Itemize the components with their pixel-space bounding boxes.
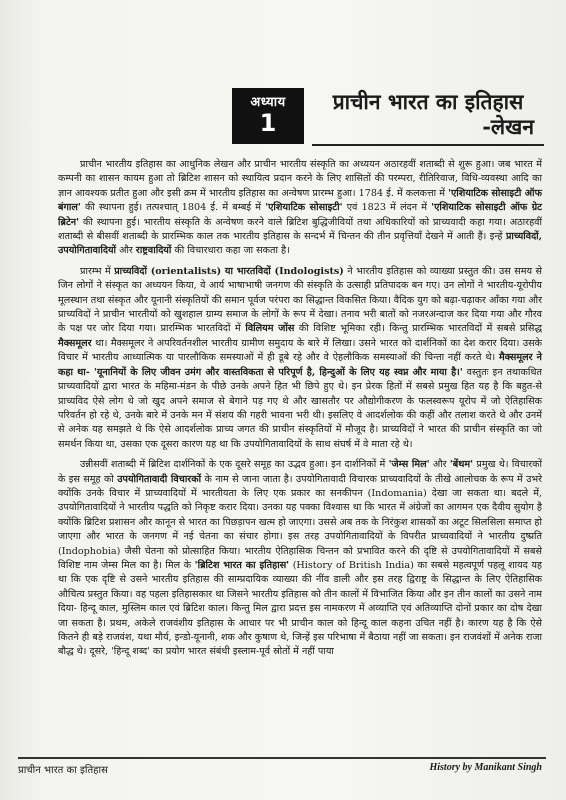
bold-text: मैक्समूलर <box>58 337 92 349</box>
title-line-2: -लेखन <box>482 114 534 139</box>
text-segment: था। मैक्समूलर ने अपरिवर्तनशील भारतीय ग्रामीण समुदाय के बारे में लिखा। उसने भारत को दार्शनिकों का देश करार दिया। उसके विचार में भारतीय आध्यात्मिक या पारलौकिक समस्याओं में ही डूबे रहे और वे ऐहलौकिक समस्याओं की चिन्ता नहीं करते थे। <box>58 337 542 364</box>
bold-text: 'जेम्स मिल' <box>388 459 430 471</box>
chapter-number: 1 <box>259 109 277 137</box>
text-segment: की स्थापना हुई। तत्पश्चात् 1804 ई. में बम्बई में <box>80 202 266 214</box>
text-segment: ने भारतीय इतिहास को व्याख्या प्रस्तुत की। उस समय से जिन लोगों ने संस्कृत का अध्ययन किया, वे आर्य भाषाभाषी जनगण की संस्कृति के उत्साही प्रतिपादक बन गए। उन लोगों ने भारतीय-यूरोपीय मूलस्थान तथा संस्कृत और यूनानी संस्कृतियों की समान पूर्वज परंपरा का सिद्धान्त विकसित किया। वैदिक युग को बढ़ा-चढ़ाकर आँका गया और प्राच्यविदों ने प्राचीन भारतीयों को खुशहाल ग्राम्य समाज के लोगों के रूप में देखा। तनाव भरी बातों को नजरअन्दाज कर दिया गया और गौरव के पक्ष पर जोर दिया गया। प्रारम्भिक भारतविदों में <box>58 265 542 335</box>
bold-text: 'ब्रिटिश भारत का इतिहास' <box>194 559 290 571</box>
bold-text: 'एशियाटिक सोसाइटी ऑफ बंगाल' <box>58 187 542 214</box>
footer-author: History by Manikant Singh <box>429 762 542 773</box>
text-segment: प्रमुख थे। विचारकों के इस समूह को <box>58 459 543 485</box>
bold-text: 'बेंथम' <box>449 459 474 471</box>
text-segment: की विशिष्ट भूमिका रही। किन्तु प्रारम्भिक भारतविदों में सबसे प्रसिद्ध <box>294 323 542 335</box>
bold-text: प्राच्यविदों (orientalists) या भारतविदों (Indologists) <box>114 265 344 277</box>
chapter-header <box>232 88 544 144</box>
text-segment: वस्तुतः इन तथाकथित प्राच्यवादियों द्वारा भारत के महिमा-मंडन के पीछे उनके अपने हित भी छिपे हुए थे। इन प्रेरक हितों में सबसे प्रमुख हित यह है कि बहुत-से प्राच्यविद ऐसे लोग थे जो खुद अपने समाज से बेगाने पड़ गए थे और खासतौर पर औद्योगीकरण के फलस्वरूप यूरोप में जो ऐतिहासिक परिवर्तन हो रहे थे, उनके बारे में उनके मन में संशय की गहरी भावना भरी थी। इसलिए वे आदर्शलोक की कहीं और तलाश करते थे और उनमें से अनेक यह समझते थे कि ऐसे आदर्शलोक प्राच्य जगत की प्राचीन संस्कृतियों में मौजूद है। प्राच्यविदों ने भारत की प्राचीन संस्कृति का जो समर्थन किया था, उसका एक दूसरा कारण यह था कि उपयोगितावादियों के साथ संघर्ष में वे माता रहे थे। <box>58 366 542 450</box>
page-title <box>312 90 544 146</box>
text-segment: एवं 1823 में लंदन में <box>342 202 432 214</box>
text-segment: की स्थापना हुई। भारतीय संस्कृति के अन्वेषण करने वाले ब्रिटिश बुद्धिजीवियों तथा अधिकारियों को प्राच्यवादी कहा गया। अठारहवीं शताब्दी से बीसवीं शताब्दी के प्रारम्भिक काल तक भारतीय इतिहास के सन्दर्भ में चिन्तन की तीन प्रवृत्तियाँ देखने में आती हैं। इन्हें <box>58 216 542 243</box>
bold-text: 'एशियाटिक सोसाइटी' <box>265 202 343 214</box>
text-segment: उन्नीसवीं शताब्दी में ब्रिटिश दार्शनिकों के एक दूसरे समूह का उद्भव हुआ। इन दार्शनिकों में <box>80 459 389 471</box>
bold-text: मैक्समूलर ने कहा था- 'यूनानियों के लिए जीवन उमंग और वास्तविकता से परिपूर्ण है, हिन्दुओं के लिए यह स्वप्न और माया है।' <box>58 352 542 378</box>
chapter-badge <box>232 88 304 144</box>
body-text <box>58 158 542 666</box>
text-segment: प्रारम्भ में <box>80 265 115 277</box>
text-segment: के नाम से जाना जाता है। उपयोगितावादी विचारक प्राच्यवादियों के तीखे आलोचक के रूप में उभरे क्योंकि उनके विचार में प्राच्यवादियों में भारतीयता के लिए एक प्रकार का सनकीपन (Indomania) देखा जा सकता था। बदले में, उपयोगितावादियों ने भारतीय पद्धति को निकृष्ट करार दिया। उनका यह पक्का विश्वास था कि भारत में अंग्रेजों का आगमन एक दैवीय सुयोग है क्योंकि ब्रिटिश प्रशासन और कानून से भारत का पिछड़ापन खत्म हो जाएगा। उससे अब तक के निरंकुश शासकों का अटूट सिलसिला समाप्त हो जाएगा और भारत के जनगण में नई चेतना का संचार होगा। इस तरह उपयोगितावादियों के विपरीत प्राच्यवादियों ने भारतीय दुष्प्रति (Indophobia) जैसी चेतना को प्रोत्साहित किया। भारतीय ऐतिहासिक चिन्तन को प्रभावित करने की दृष्टि से उपयोगितावादियों में सबसे विशिष्ट नाम जेम्स मिल का है। मिल के <box>58 473 543 571</box>
bold-text: विलियम जोंस <box>245 323 295 335</box>
bold-text: प्राच्यविदों, उपयोगितावादियों <box>58 231 542 257</box>
paragraph <box>58 458 542 660</box>
text-segment: और <box>429 459 450 471</box>
text-segment: (History of British India) का सबसे महत्वपूर्ण पहलू शायद यह था कि एक दृष्टि से उसने भारतीय इतिहास की साम्प्रदायिक व्याख्या की नींव डाली और इस तरह द्विराष्ट्र के सिद्धान्त के लिए ऐतिहासिक औचित्य प्रस्तुत किया। वह पहला इतिहासकार था जिसने भारतीय इतिहास को तीन कालों में विभाजित किया और इन तीन कालों का उसने नाम दिया- हिन्दू काल, मुस्लिम काल एवं ब्रिटिश काल। किन्तु मिल द्वारा प्रदत्त इस नामकरण में अव्याप्ति एवं अतिव्याप्ति दोनों प्रकार का दोष देखा जा सकता है। प्रथम, अकेले राजवंशीय इतिहास के आधार पर भी प्राचीन काल को हिन्दू काल कहना उचित नहीं है। कारण यह है कि ऐसे कितने ही बड़े राजवंश, यथा मौर्य, इन्डो-यूनानी, शक और कुषाण थे, जिन्हें इस परिभाषा में बैठाया नहीं जा सकता। इन राजवंशों में अनेक राजा बौद्ध थे। दूसरे, 'हिन्दू शब्द' का प्रयोग भारत संबंधी इस्लाम-पूर्व स्रोतों में नहीं पाया <box>58 559 543 658</box>
paragraph <box>58 158 542 259</box>
bold-text: 'एशियाटिक सोसाइटी ऑफ ग्रेट ब्रिटेन' <box>58 202 543 228</box>
bold-text: राष्ट्रवादियों <box>135 245 172 257</box>
bold-text: उपयोगितावादी विचारकों <box>117 473 202 485</box>
text-segment: प्राचीन भारतीय इतिहास का आधुनिक लेखन और प्राचीन भारतीय संस्कृति का अध्ययन अठारहवीं शताब्दी से शुरू हुआ। जब भारत में कम्पनी का शासन कायम हुआ तो ब्रिटिश शासन को स्थायित्व प्रदान करने के लिए शासितों की परम्परा, रीतिरिवाज, विधि-व्यवस्था आदि का ज्ञान आवश्यक प्रतीत हुआ और इसी क्रम में भारतीय इतिहास का अन्वेषण प्रारम्भ हुआ। 1784 ई. में कलकत्ता में <box>58 159 542 199</box>
footer-book-title: प्राचीन भारत का इतिहास <box>18 765 108 776</box>
text-segment: और <box>116 245 136 257</box>
footer-divider <box>18 757 546 759</box>
paragraph <box>58 265 542 452</box>
text-segment: की विचारधारा कहा जा सकता है। <box>171 245 290 257</box>
chapter-label: अध्याय <box>250 95 286 110</box>
title-line-1: प्राचीन भारत का इतिहास <box>332 89 524 114</box>
